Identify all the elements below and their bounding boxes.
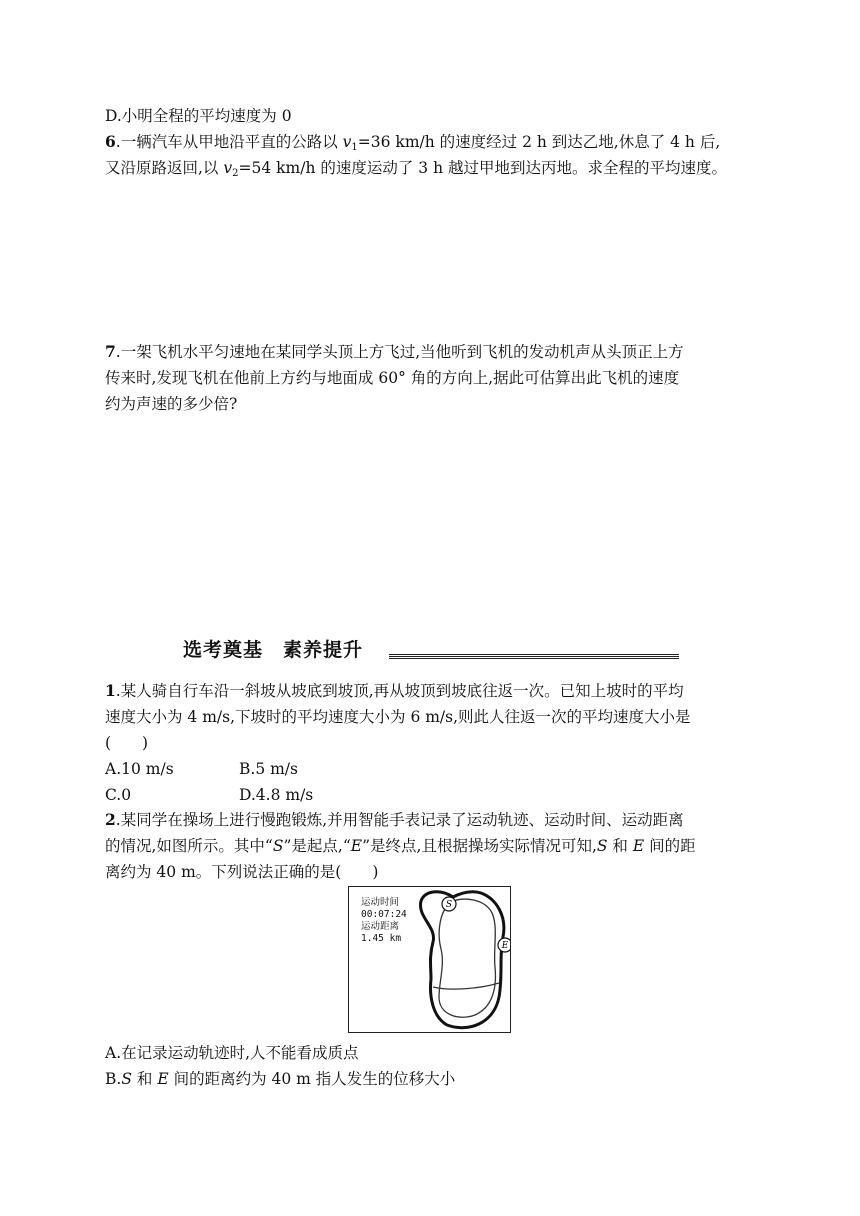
s2-option-b-suffix: 间的距离约为 40 m 指人发生的位移大小 [168, 1070, 456, 1088]
track-figure [348, 886, 511, 1033]
s1-options-row-2 [105, 785, 131, 805]
q6-text-2a: 又沿原路返回,以 [105, 159, 224, 177]
start-marker [442, 897, 456, 911]
track-svg [349, 887, 510, 1032]
s2-line-2 [105, 836, 696, 856]
q7-text-2: 传来时,发现飞机在他前上方约与地面成 60° 角的方向上,据此可估算出此飞机的速度 [105, 369, 680, 387]
s1-number: 1 [105, 681, 116, 700]
s1-options-row-1 [105, 759, 174, 779]
q5-option-d-text: D.小明全程的平均速度为 0 [105, 107, 292, 125]
q6-v1-var: v [342, 133, 352, 151]
s1-option-b: B.5 m/s [239, 760, 298, 778]
s1-line-1 [105, 681, 684, 701]
q7-number: 7 [105, 342, 116, 361]
s2-option-b [105, 1069, 455, 1089]
s1-option-d: D.4.8 m/s [239, 786, 314, 804]
s2-option-b-prefix: B. [105, 1070, 122, 1088]
q6-v1-sub: 1 [351, 142, 358, 153]
s2-option-a [105, 1043, 359, 1063]
section-header [183, 637, 683, 667]
q7-text-3: 约为声速的多少倍? [105, 395, 238, 413]
q6-text-2b: =54 km/h 的速度运动了 3 h 越过甲地到达丙地。求全程的平均速度。 [238, 159, 727, 177]
start-marker-label: S [445, 900, 453, 910]
section-divider [389, 654, 679, 659]
s2-text-3: 离约为 40 m。下列说法正确的是( ) [105, 863, 379, 881]
s2-line-1 [105, 810, 684, 830]
s1-text-2: 速度大小为 4 m/s,下坡时的平均速度大小为 6 m/s,则此人往返一次的平均速度大小是 [105, 708, 691, 726]
s2-option-b-e: E [157, 1070, 169, 1088]
q6-line-1 [105, 132, 720, 158]
end-marker [498, 938, 510, 952]
fig-label-distance: 运动距离 [361, 921, 400, 932]
s2-option-b-mid: 和 [131, 1070, 158, 1088]
s2-e-var-2: E [632, 837, 645, 855]
q7-line-1 [105, 342, 684, 362]
s1-text-3: ( ) [105, 734, 149, 752]
s1-line-2 [105, 707, 691, 727]
q6-text-1a: .一辆汽车从甲地沿平直的公路以 [115, 133, 343, 151]
q6-text-1b: =36 km/h 的速度经过 2 h 到达乙地,休息了 4 h 后, [357, 133, 721, 151]
q7-line-3 [105, 394, 237, 414]
s1-option-c: C.0 [105, 786, 132, 804]
q6-number: 6 [105, 132, 116, 151]
s2-text-1: .某同学在操场上进行慢跑锻炼,并用智能手表记录了运动轨迹、运动时间、运动距离 [115, 811, 684, 829]
track-path-bottom [433, 983, 499, 989]
s1-line-3 [105, 733, 148, 753]
s2-text-2d: 和 [607, 837, 633, 855]
s1-option-a: A.10 m/s [105, 760, 174, 778]
s2-option-b-s: S [121, 1070, 132, 1088]
s2-text-2c: ”是终点,且根据操场实际情况可知, [362, 837, 597, 855]
end-marker-label: E [501, 941, 509, 951]
s1-text-1: .某人骑自行车沿一斜坡从坡底到坡顶,再从坡顶到坡底往返一次。已知上坡时的平均 [115, 682, 684, 700]
track-path-inner [439, 899, 495, 1017]
fig-label-time: 运动时间 [361, 897, 400, 908]
q6-v2-sub: 2 [232, 168, 239, 179]
s2-e-var: E [350, 837, 363, 855]
section-title: 选考奠基 素养提升 [183, 639, 364, 661]
s2-s-var-2: S [596, 837, 608, 855]
fig-value-distance: 1.45 km [361, 933, 402, 944]
q6-line-2 [105, 158, 727, 184]
q7-text-1: .一架飞机水平匀速地在某同学头顶上方飞过,当他听到飞机的发动机声从头顶正上方 [115, 343, 684, 361]
s2-text-2e: 间的距 [644, 837, 696, 855]
s2-line-3 [105, 862, 378, 882]
s2-option-a-text: A.在记录运动轨迹时,人不能看成质点 [105, 1044, 359, 1062]
q7-line-2 [105, 368, 679, 388]
s2-s-var: S [272, 837, 284, 855]
q6-v2-var: v [223, 159, 233, 177]
s2-text-2b: ”是起点,“ [283, 837, 351, 855]
q5-option-d [105, 106, 292, 126]
fig-value-time: 00:07:24 [361, 909, 407, 920]
s2-number: 2 [105, 810, 116, 829]
s2-text-2a: 的情况,如图所示。其中“ [105, 837, 273, 855]
